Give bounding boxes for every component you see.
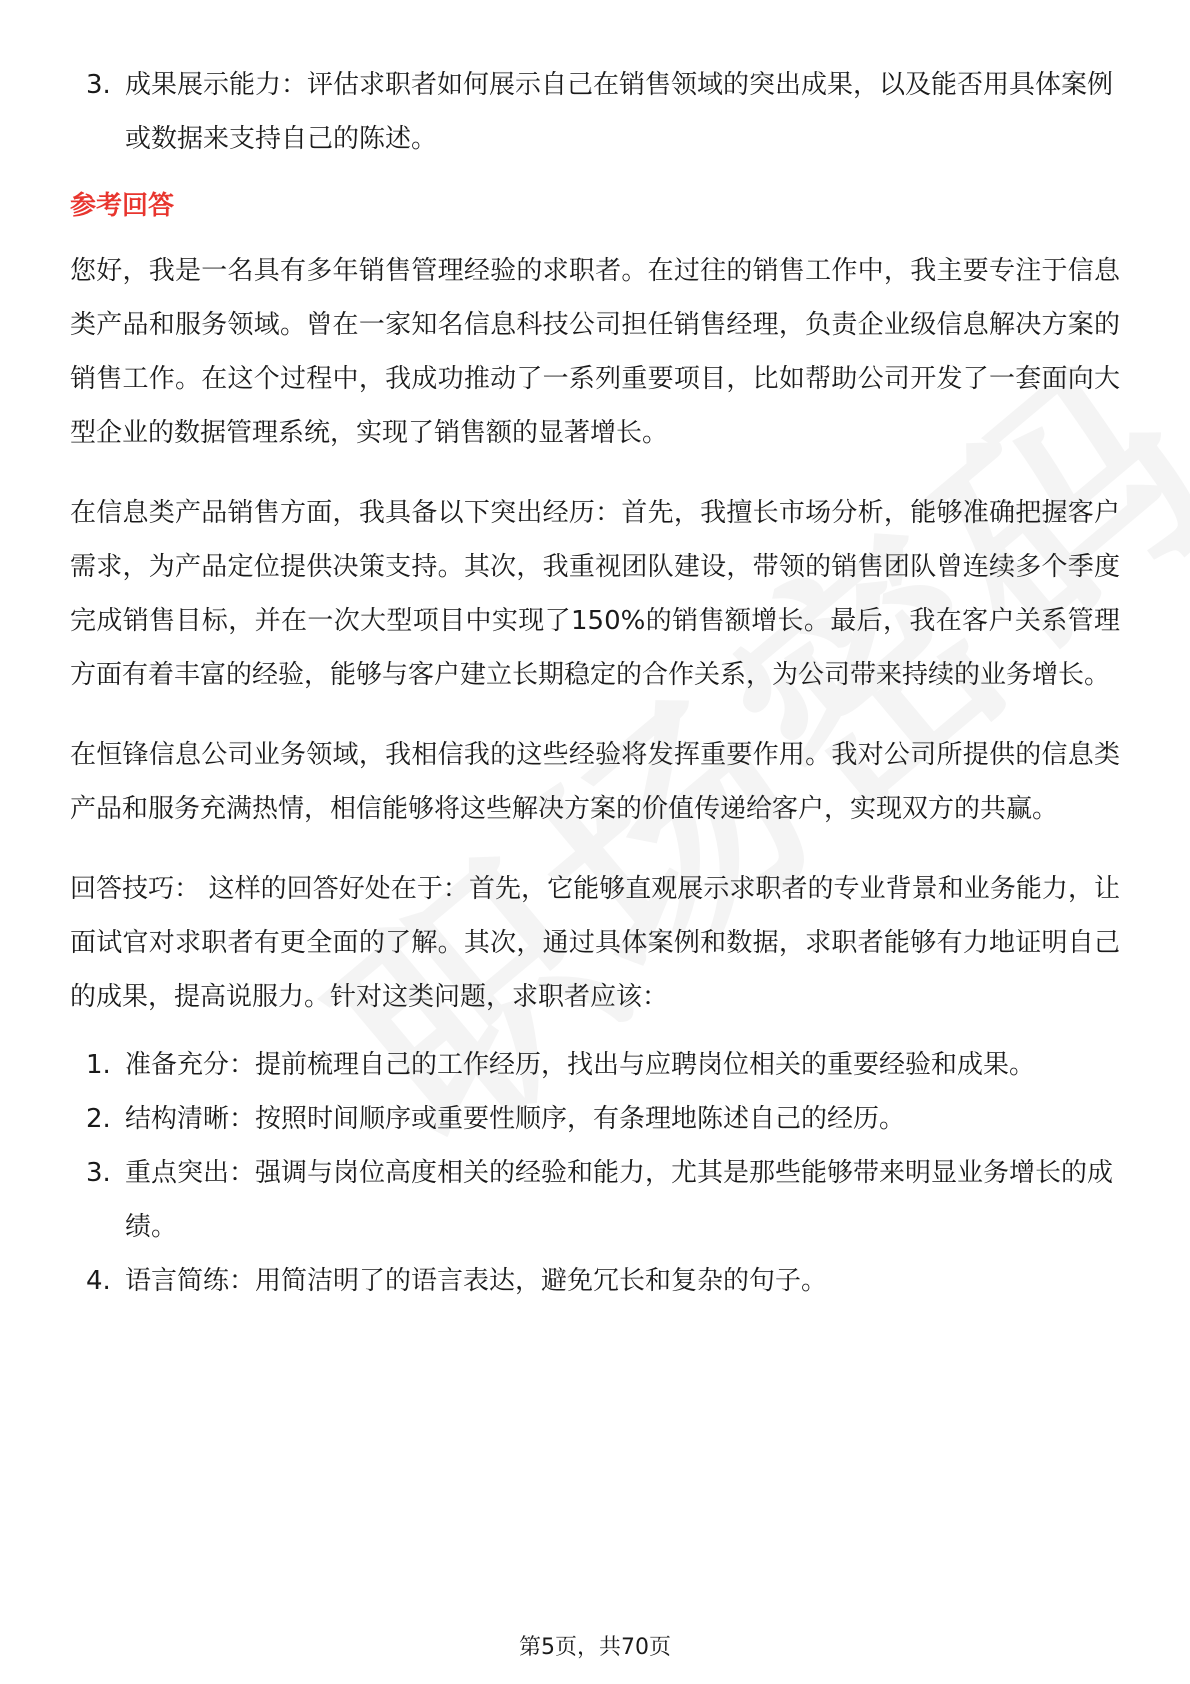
answer-tips-list [70, 1038, 1120, 1308]
reference-answer-heading: 参考回答 [70, 191, 175, 221]
answer-paragraph: 在信息类产品销售方面，我具备以下突出经历：首先，我擅长市场分析，能够准确把握客户需求，为产品定位提供决策支持。其次，我重视团队建设，带领的销售团队曾连续多个季度完成销售目标，并在一次大型项目中实现了150%的销售额增长。最后，我在客户关系管理方面有着丰富的经验，能够与客户建立长期稳定的合作关系，为公司带来持续的业务增长。 [70, 498, 1120, 690]
list-item-number: 2. [86, 1104, 111, 1134]
list-item-number: 4. [86, 1266, 111, 1296]
list-item-term: 准备充分： [125, 1050, 256, 1080]
list-item [70, 1038, 1120, 1092]
list-item-term: 语言简练： [125, 1266, 256, 1296]
evaluation-criteria-list [70, 58, 1120, 166]
answer-paragraph: 在恒锋信息公司业务领域，我相信我的这些经验将发挥重要作用。我对公司所提供的信息类产品和服务充满热情，相信能够将这些解决方案的价值传递给客户，实现双方的共赢。 [70, 740, 1120, 824]
list-item [70, 1146, 1120, 1254]
page-number-footer: 第5页，共70页 [519, 1635, 671, 1660]
list-item-term: 结构清晰： [125, 1104, 256, 1134]
list-item [70, 58, 1120, 166]
list-item [70, 1254, 1120, 1308]
list-item-text: 按照时间顺序或重要性顺序，有条理地陈述自己的经历。 [255, 1104, 906, 1134]
list-item [70, 1092, 1120, 1146]
list-item-number: 1. [86, 1050, 111, 1080]
list-item-text: 用简洁明了的语言表达，避免冗长和复杂的句子。 [255, 1266, 828, 1296]
list-item-text: 提前梳理自己的工作经历，找出与应聘岗位相关的重要经验和成果。 [255, 1050, 1036, 1080]
list-item-term: 重点突出： [125, 1158, 256, 1188]
list-item-text: 强调与岗位高度相关的经验和能力，尤其是那些能够带来明显业务增长的成绩。 [125, 1158, 1114, 1242]
list-item-text: 评估求职者如何展示自己在销售领域的突出成果，以及能否用具体案例或数据来支持自己的陈述。 [125, 70, 1114, 154]
answer-paragraph: 您好，我是一名具有多年销售管理经验的求职者。在过往的销售工作中，我主要专注于信息类产品和服务领域。曾在一家知名信息科技公司担任销售经理，负责企业级信息解决方案的销售工作。在这个过程中，我成功推动了一系列重要项目，比如帮助公司开发了一套面向大型企业的数据管理系统，实现了销售额的显著增长。 [70, 256, 1120, 448]
list-item-number: 3. [86, 70, 111, 100]
list-item-term: 成果展示能力： [125, 70, 308, 100]
answer-tips-paragraph: 回答技巧： 这样的回答好处在于：首先，它能够直观展示求职者的专业背景和业务能力，让面试官对求职者有更全面的了解。其次，通过具体案例和数据，求职者能够有力地证明自己的成果，提高说服力。针对这类问题，求职者应该： [70, 874, 1120, 1012]
page-content [70, 58, 1120, 1308]
list-item-number: 3. [86, 1158, 111, 1188]
